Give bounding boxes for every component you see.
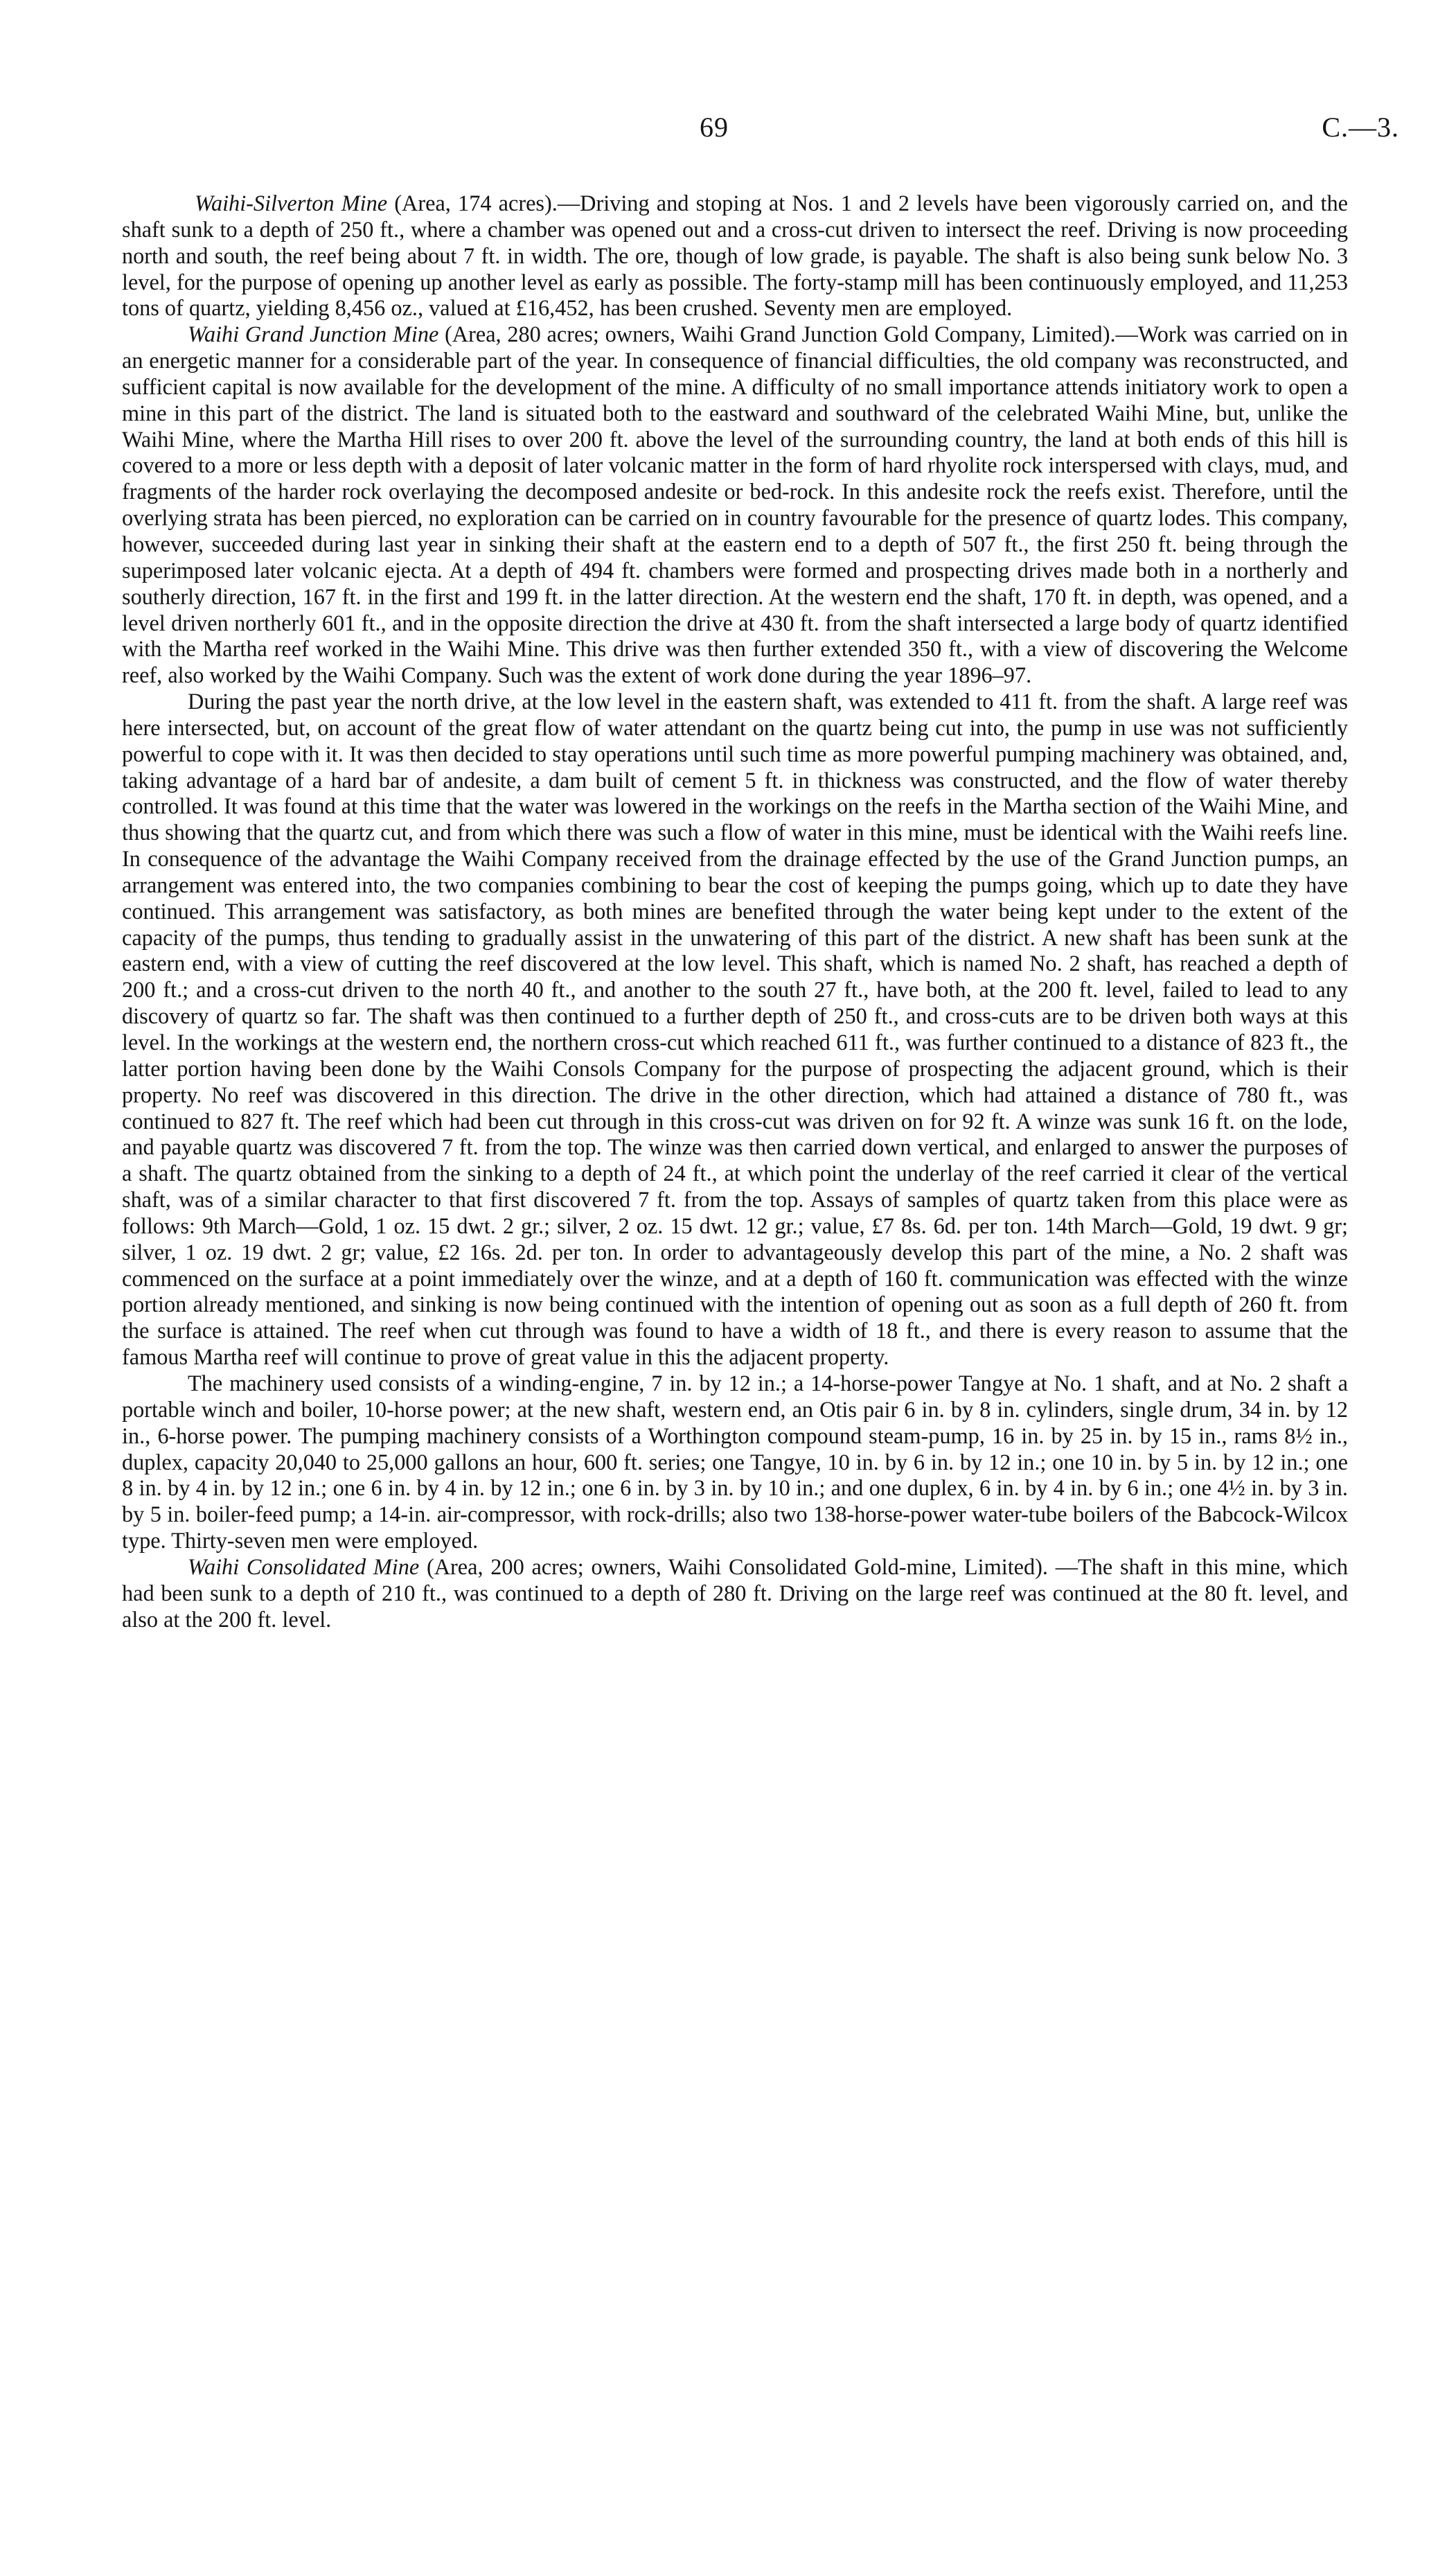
- paragraph-past-year: [122, 689, 1348, 1371]
- paragraph-text: (Area, 174 acres).—Driving and stoping at Nos. 1 and 2 levels have been vigorously carried on, and the shaft sunk to a depth of 250 ft., where a chamber was opened out and a cross-cut driven to intersect the reef. Driving is now proceeding north and south, the reef being about 7 ft. in width. The ore, though of low grade, is payable. The shaft is also being sunk below No. 3 level, for the purpose of opening up another level as early as possible. The forty-stamp mill has been continuously employed, and 11,253 tons of quartz, yielding 8,456 oz., valued at £16,452, has been crushed. Seventy men are employed.: [122, 191, 1348, 321]
- paragraph-text: (Area, 280 acres; owners, Waihi Grand Junction Gold Company, Limited).—Work was carried on in an energetic manner for a considerable part of the year. In consequence of financial difficulties, the old company was reconstructed, and sufficient capital is now available for the development of the mine. A difficulty of no small importance attends initiatory work to open a mine in this part of the district. The land is situated both to the eastward and southward of the celebrated Waihi Mine, but, unlike the Waihi Mine, where the Martha Hill rises to over 200 ft. above the level of the surrounding country, the land at both ends of this hill is covered to a more or less depth with a deposit of later volcanic matter in the form of hard rhyolite rock interspersed with clays, mud, and fragments of the harder rock overlaying the decomposed andesite or bed-rock. In this andesite rock the reefs exist. Therefore, until the overlying strata has been pierced, no exploration can be carried on in country favourable for the presence of quartz lodes. This company, however, succeeded during last year in sinking their shaft at the eastern end to a depth of 507 ft., the first 250 ft. being through the superimposed later volcanic ejecta. At a depth of 494 ft. chambers were formed and prospecting drives made both in a northerly and southerly direction, 167 ft. in the first and 199 ft. in the latter direction. At the western end the shaft, 170 ft. in depth, was opened, and a level driven northerly 601 ft., and in the opposite direction the drive at 430 ft. from the shaft intersected a large body of quartz identified with the Martha reef worked in the Waihi Mine. This drive was then further extended 350 ft., with a view of discovering the Welcome reef, also worked by the Waihi Company. Such was the extent of work done during the year 1896–97.: [122, 322, 1349, 688]
- paragraph-machinery: [122, 1371, 1348, 1554]
- paragraph-text: (Area, 200 acres; owners, Waihi Consolidated Gold-mine, Limited). —The shaft in this mine, which had been sunk to a depth of 210 ft., was continued to a depth of 280 ft. Driving on the large reef was continued at the 80 ft. level, and also at the 200 ft. level.: [122, 1554, 1348, 1632]
- paragraph-text: During the past year the north drive, at the low level in the eastern shaft, was extended to 411 ft. from the shaft. A large reef was here intersected, but, on account of the great flow of water attendant on the quartz being cut into, the pump in use was not sufficiently powerful to cope with it. It was then decided to stay operations until such time as more powerful pumping machinery was obtained, and, taking advantage of a hard bar of andesite, a dam built of cement 5 ft. in thickness was constructed, and the flow of water thereby controlled. It was found at this time that the water was lowered in the workings on the reefs in the Martha section of the Waihi Mine, and thus showing that the quartz cut, and from which there was such a flow of water in this mine, must be identical with the Waihi reefs line. In consequence of the advantage the Waihi Company received from the drainage effected by the use of the Grand Junction pumps, an arrangement was entered into, the two companies combining to bear the cost of keeping the pumps going, which up to date they have continued. This arrangement was satisfactory, as both mines are benefited through the water being kept under to the extent of the capacity of the pumps, thus tending to gradually assist in the unwatering of this part of the district. A new shaft has been sunk at the eastern end, with a view of cutting the reef discovered at the low level. This shaft, which is named No. 2 shaft, has reached a depth of 200 ft.; and a cross-cut driven to the north 40 ft., and another to the south 27 ft., have both, at the 200 ft. level, failed to lead to any discovery of quartz so far. The shaft was then continued to a further depth of 250 ft., and cross-cuts are to be driven both ways at this level. In the workings at the western end, the northern cross-cut which reached 611 ft., was further continued to a distance of 823 ft., the latter portion having been done by the Waihi Consols Company for the purpose of prospecting the adjacent ground, which is their property. No reef was discovered in this direction. The drive in the other direction, which had attained a distance of 780 ft., was continued to 827 ft. The reef which had been cut through in this cross-cut was driven on for 92 ft. A winze was sunk 16 ft. on the lode, and payable quartz was discovered 7 ft. from the top. The winze was then carried down vertical, and enlarged to answer the purposes of a shaft. The quartz obtained from the sinking to a depth of 24 ft., at which point the underlay of the reef carried it clear of the vertical shaft, was of a similar character to that first discovered 7 ft. from the top. Assays of samples of quartz taken from this place were as follows: 9th March—Gold, 1 oz. 15 dwt. 2 gr.; silver, 2 oz. 15 dwt. 12 gr.; value, £7 8s. 6d. per ton. 14th March—Gold, 19 dwt. 9 gr; silver, 1 oz. 19 dwt. 2 gr; value, £2 16s. 2d. per ton. In order to advantageously develop this part of the mine, a No. 2 shaft was commenced on the surface at a point immediately over the winze, and at a depth of 160 ft. communication was effected with the winze portion already mentioned, and sinking is now being continued with the intention of opening out as soon as a full depth of 260 ft. from the surface is attained. The reef when cut through was found to have a width of 18 ft., and there is every reason to assume that the famous Martha reef will continue to prove of great value in this the adjacent property.: [122, 689, 1348, 1370]
- body-text: [122, 191, 1348, 1632]
- document-code: C.—3.: [1322, 112, 1399, 143]
- paragraph-waihi-consolidated: [122, 1554, 1348, 1633]
- page-header: [0, 111, 1456, 152]
- paragraph-waihi-silverton: [122, 191, 1348, 322]
- mine-title: Waihi-Silverton Mine: [195, 191, 388, 215]
- mine-title: Waihi Grand Junction Mine: [188, 322, 439, 347]
- paragraph-text: The machinery used consists of a winding-engine, 7 in. by 12 in.; a 14-horse-power Tangye at No. 1 shaft, and at No. 2 shaft a portable winch and boiler, 10-horse power; at the new shaft, western end, an Otis pair 6 in. by 8 in. cylinders, single drum, 34 in. by 12 in., 6-horse power. The pumping machinery consists of a Worthington compound steam-pump, 16 in. by 25 in. by 15 in., rams 8½ in., duplex, capacity 20,040 to 25,000 gallons an hour, 600 ft. series; one Tangye, 10 in. by 6 in. by 12 in.; one 10 in. by 5 in. by 12 in.; one 8 in. by 4 in. by 12 in.; one 6 in. by 4 in. by 12 in.; one 6 in. by 3 in. by 10 in.; and one duplex, 6 in. by 4 in. by 6 in.; one 4½ in. by 3 in. by 5 in. boiler-feed pump; a 14-in. air-compressor, with rock-drills; also two 138-horse-power water-tube boilers of the Babcock-Wilcox type. Thirty-seven men were employed.: [122, 1370, 1348, 1554]
- mine-title: Waihi Consolidated Mine: [188, 1554, 420, 1579]
- paragraph-grand-junction: [122, 322, 1348, 689]
- page-number: 69: [700, 112, 729, 143]
